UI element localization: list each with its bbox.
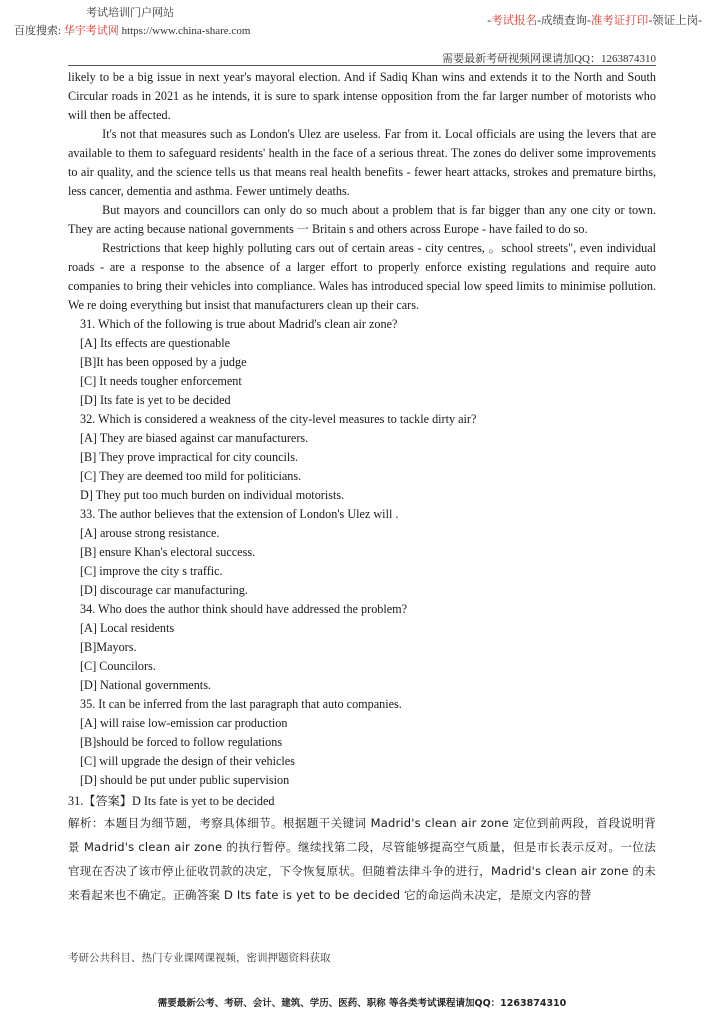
question-option: [B] ensure Khan's electoral success. (80, 545, 256, 559)
question-stem: 32. Which is considered a weakness of the city-level measures to tackle dirty air? (80, 412, 477, 426)
nav-separator: - (648, 15, 653, 27)
question-option: [D] National governments. (80, 678, 211, 692)
question-option: [B] They prove impractical for city councils. (80, 450, 299, 464)
passage-paragraph: Restrictions that keep highly polluting cars out of certain areas - city centres, 。school streets", even individual roads - are a response to the absence of a larger effort to properly enforce existing regulations and require auto companies to bring their vehicles into compliance. Wales has introduced special low speed limits to minimise pollution. We re doing everything but insist that manufacturers clean up their cars. (68, 241, 656, 312)
reading-passage (68, 68, 656, 315)
answer-analysis: 解析：本题目为细节题，考察具体细节。根据题干关键词 Madrid's clean air zone 定位到前两段，首段说明背景 Madrid's clean air zone 的执行暂停。继续找第二段，尽管能够提高空气质量，但是市长表示反对。一位法官现在否决了该市停止征收罚款的决定，下令恢复原状。但随着法律斗争的进行，Madrid's clean air zone 的未来看起来也不确定。正确答案 D Its fate is yet to be decided 它的命运尚未决定，是原文内容的替 (68, 816, 656, 902)
search-label: 百度搜索: (14, 25, 62, 37)
question-option: [A] They are biased against car manufacturers. (80, 431, 309, 445)
question-option: [B]should be forced to follow regulations (80, 735, 283, 749)
header-divider (68, 65, 656, 66)
footer-bottom: 需要最新公考、考研、会计、建筑、学历、医药、职称 等各类考试课程请加QQ：1263874310 (157, 998, 567, 1009)
question-option: [C] It needs tougher enforcement (80, 374, 242, 388)
answer-title: 31.【答案】D Its fate is yet to be decided (68, 794, 275, 808)
search-keyword[interactable]: 华宇考试网 (63, 25, 119, 37)
passage-paragraph: likely to be a big issue in next year's mayoral election. And if Sadiq Khan wins and extends it to the North and South Circular roads in 2021 as he intends, it is sure to spark intense opposition from the far larger number of motorists who will then be affected. (68, 70, 656, 122)
nav-link[interactable]: 准考证打印 (590, 15, 649, 27)
question-option: [C] will upgrade the design of their vehicles (80, 754, 295, 768)
question-option: [C] They are deemed too mild for politicians. (80, 469, 302, 483)
top-nav (487, 12, 702, 28)
nav-prefix: - (487, 15, 492, 27)
nav-suffix: - (698, 15, 702, 27)
nav-link[interactable]: 领证上岗 (652, 15, 699, 27)
question-option: [B]It has been opposed by a judge (80, 355, 247, 369)
question-stem: 35. It can be inferred from the last paragraph that auto companies. (80, 697, 402, 711)
document-body (68, 68, 656, 907)
footer-note: 考研公共科目、热门专业课网课视频，密训押题资料获取 (68, 952, 331, 964)
question-option: [A] will raise low-emission car production (80, 716, 288, 730)
question-stem: 31. Which of the following is true about Madrid's clean air zone? (80, 317, 398, 331)
question-option: [D] Its fate is yet to be decided (80, 393, 231, 407)
site-title: 考试培训门户网站 (86, 7, 174, 19)
question-option: D] They put too much burden on individual motorists. (80, 488, 345, 502)
question-list (68, 315, 656, 790)
question-option: [D] should be put under public supervision (80, 773, 290, 787)
question-option: [C] Councilors. (80, 659, 156, 673)
nav-separator: - (537, 15, 541, 27)
search-line (14, 22, 250, 38)
passage-paragraph: But mayors and councillors can only do so much about a problem that is far bigger than any one city or town. They are acting because national governments 一 Britain s and others across Europe - have failed to do so. (68, 203, 656, 236)
question-option: [D] discourage car manufacturing. (80, 583, 248, 597)
nav-separator: - (586, 15, 591, 27)
nav-link[interactable]: 考试报名 (491, 15, 538, 27)
question-option: [A] Local residents (80, 621, 175, 635)
question-stem: 33. The author believes that the extension of London's Ulez will . (80, 507, 399, 521)
nav-link[interactable]: 成绩查询 (540, 15, 587, 27)
question-stem: 34. Who does the author think should have addressed the problem? (80, 602, 408, 616)
question-option: [A] arouse strong resistance. (80, 526, 220, 540)
site-url[interactable]: https://www.china-share.com (121, 25, 251, 37)
question-option: [B]Mayors. (80, 640, 137, 654)
question-option: [C] improve the city s traffic. (80, 564, 223, 578)
passage-paragraph: It's not that measures such as London's Ulez are useless. Far from it. Local officials are using the levers that are available to them to safeguard residents' health in the face of a serious threat. The zones do deliver some improvements to air quality, and the science tells us that means real health benefits - fewer heart attacks, strokes and premature births, less cancer, dementia and asthma. Fewer untimely deaths. (68, 127, 656, 198)
promo-banner: 需要最新考研视频网课请加QQ：1263874310 (442, 53, 656, 65)
question-option: [A] Its effects are questionable (80, 336, 231, 350)
